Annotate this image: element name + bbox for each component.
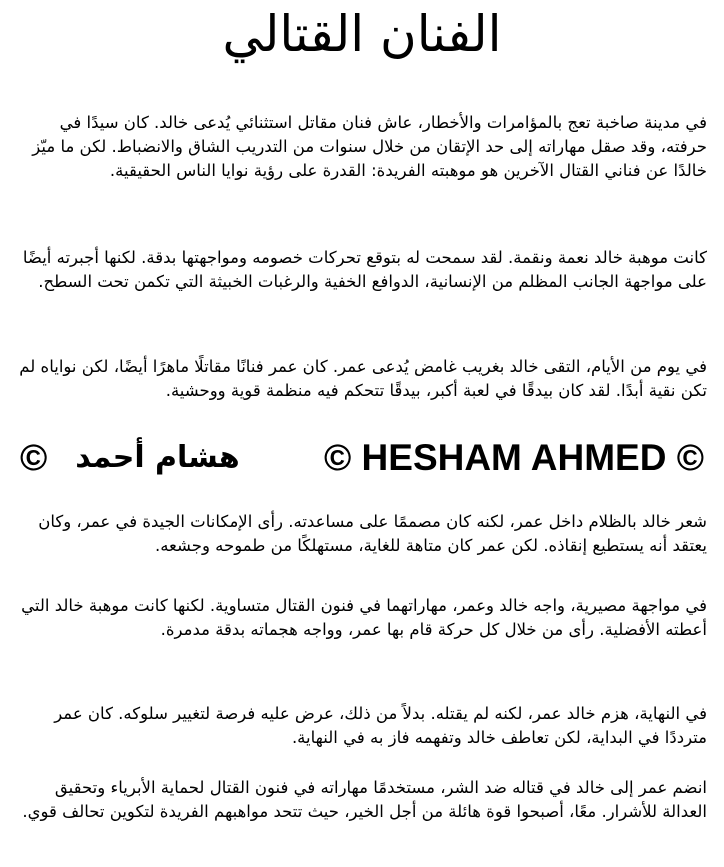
paragraph-4: شعر خالد بالظلام داخل عمر، لكنه كان مصممًا على مساعدته. رأى الإمكانات الجيدة في عمر، وكان يعتقد أنه يستطيع إنقاذه. لكن عمر كان متاهة للغاية، مستهلكًا من طموحه وجشعه. bbox=[38, 512, 707, 555]
watermark-arabic-name: هشام أحمد bbox=[75, 440, 240, 475]
paragraph-3: في يوم من الأيام، التقى خالد بغريب غامض يُدعى عمر. كان عمر فنانًا مقاتلًا ماهرًا أيضًا، لكن نواياه لم تكن نقية أبدًا. لقد كان بيدقًا في لعبة أكبر، بيدقًا تتحكم فيه منظمة قوية ووحشية. bbox=[19, 357, 707, 400]
paragraph-1: في مدينة صاخبة تعج بالمؤامرات والأخطار، عاش فنان مقاتل استثنائي يُدعى خالد. كان سيدًا في حرفته، وقد صقل مهاراته إلى حد الإتقان من خلال سنوات من التدريب الشاق والانضباط. لكن ما ميّز خالدًا عن فناني القتال الآخرين هو موهبته الفريدة: القدرة على رؤية نوايا الناس الحقيقية. bbox=[32, 113, 707, 180]
paragraph-2: كانت موهبة خالد نعمة ونقمة. لقد سمحت له بتوقع تحركات خصومه ومواجهتها بدقة. لكنها أجبرته أيضًا على مواجهة الجانب المظلم من الإنسانية، الدوافع الخفية والرغبات الخبيثة التي تكمن تحت السطح. bbox=[22, 248, 707, 291]
watermark-english-name: © HESHAM AHMED © bbox=[324, 437, 704, 478]
paragraph-7: انضم عمر إلى خالد في قتاله ضد الشر، مستخدمًا مهاراته في فنون القتال لحماية الأبرياء وتحقيق العدالة للأشرار. معًا، أصبحوا قوة هائلة من أجل الخير، حيث تتحد مواهبهم الفريدة لتكوين تحالف قوي. bbox=[22, 778, 707, 821]
copyright-watermark bbox=[20, 432, 704, 484]
paragraph-5: في مواجهة مصيرية، واجه خالد وعمر، مهاراتهما في فنون القتال متساوية. لكنها كانت موهبة خالد التي أعطته الأفضلية. رأى من خلال كل حركة قام بها عمر، وواجه هجماته بدقة مدمرة. bbox=[21, 596, 707, 639]
document-title: الفنان القتالي bbox=[222, 5, 502, 63]
copyright-symbol: © bbox=[20, 437, 48, 478]
watermark-arabic-group bbox=[20, 432, 240, 484]
paragraph-6: في النهاية، هزم خالد عمر، لكنه لم يقتله. بدلاً من ذلك، عرض عليه فرصة لتغيير سلوكه. كان عمر مترددًا في البداية، لكن تعاطف خالد وتفهمه فاز به في النهاية. bbox=[54, 704, 707, 747]
